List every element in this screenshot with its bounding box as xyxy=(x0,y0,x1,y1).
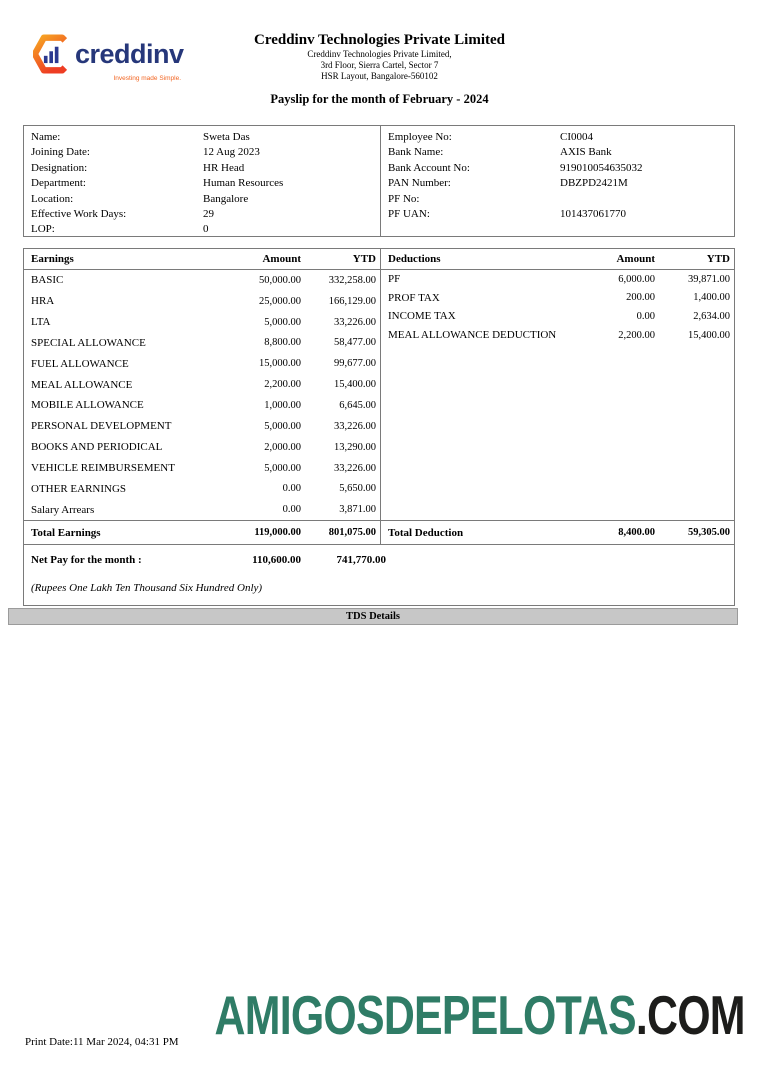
earning-label: SPECIAL ALLOWANCE xyxy=(31,336,146,349)
deduction-ytd: 15,400.00 xyxy=(688,329,730,341)
net-pay-label: Net Pay for the month : xyxy=(31,554,142,567)
earnings-header-row xyxy=(24,249,380,270)
earnings-row xyxy=(24,291,380,312)
company-address-line-1: Creddinv Technologies Private Limited, xyxy=(307,49,452,59)
earning-label: Salary Arrears xyxy=(31,503,95,516)
logo-tagline: Investing made Simple. xyxy=(113,75,181,82)
earnings-row xyxy=(24,437,380,458)
earning-amount: 0.00 xyxy=(282,483,301,495)
earnings-row xyxy=(24,395,380,416)
earnings-row xyxy=(24,478,380,499)
earnings-row xyxy=(24,312,380,333)
earning-amount: 5,000.00 xyxy=(264,462,301,474)
info-value: Human Resources xyxy=(203,177,284,190)
info-value: 12 Aug 2023 xyxy=(203,146,260,159)
earning-ytd: 13,290.00 xyxy=(334,441,376,453)
info-value: 0 xyxy=(203,223,209,236)
total-earnings-label: Total Earnings xyxy=(31,526,101,539)
info-value: Bangalore xyxy=(203,192,249,205)
tds-details-bar: TDS Details xyxy=(8,608,738,625)
earning-ytd: 6,645.00 xyxy=(339,399,376,411)
info-row xyxy=(388,161,734,176)
info-row xyxy=(31,176,380,191)
info-row xyxy=(31,192,380,207)
earnings-amount-header: Amount xyxy=(262,253,301,265)
earning-amount: 2,200.00 xyxy=(264,379,301,391)
deduction-label: MEAL ALLOWANCE DEDUCTION xyxy=(388,329,557,342)
info-value: DBZPD2421M xyxy=(560,177,628,190)
deduction-amount: 2,200.00 xyxy=(618,329,655,341)
info-row xyxy=(31,130,380,145)
earning-ytd: 33,226.00 xyxy=(334,420,376,432)
earning-label: BASIC xyxy=(31,274,64,287)
earning-ytd: 15,400.00 xyxy=(334,379,376,391)
deduction-amount: 200.00 xyxy=(626,292,655,304)
deduction-amount: 0.00 xyxy=(636,310,655,322)
info-row xyxy=(388,207,734,222)
deduction-row xyxy=(381,307,734,326)
info-label: Name: xyxy=(31,131,61,143)
employee-info-box xyxy=(23,125,735,237)
watermark-green-text: AMIGOSDEPELOTAS xyxy=(214,984,637,1046)
earnings-row xyxy=(24,374,380,395)
deduction-row xyxy=(381,326,734,345)
deductions-column xyxy=(380,249,734,520)
deductions-header: Deductions xyxy=(388,253,441,265)
deduction-label: PROF TAX xyxy=(388,291,440,304)
earning-ytd: 166,129.00 xyxy=(328,295,376,307)
earning-ytd: 332,258.00 xyxy=(328,274,376,286)
deduction-row xyxy=(381,289,734,308)
total-deduction-label: Total Deduction xyxy=(388,526,464,539)
deduction-amount: 6,000.00 xyxy=(618,273,655,285)
earnings-row xyxy=(24,499,380,520)
info-label: Bank Account No: xyxy=(388,161,470,174)
info-label: Employee No: xyxy=(388,131,452,143)
info-label: Bank Name: xyxy=(388,146,444,159)
company-name: Creddinv Technologies Private Limited xyxy=(254,32,505,48)
earning-label: OTHER EARNINGS xyxy=(31,482,127,495)
earning-amount: 50,000.00 xyxy=(259,274,301,286)
earning-label: MEAL ALLOWANCE xyxy=(31,378,133,391)
info-label: PAN Number: xyxy=(388,177,451,190)
earnings-row xyxy=(24,333,380,354)
employee-info-right xyxy=(380,126,734,236)
net-pay-ytd: 741,770.00 xyxy=(336,554,386,567)
info-label: Effective Work Days: xyxy=(31,208,127,221)
earning-ytd: 5,650.00 xyxy=(339,483,376,495)
deduction-label: INCOME TAX xyxy=(388,310,456,323)
net-pay-row xyxy=(24,544,734,575)
earning-label: LTA xyxy=(31,316,51,329)
employee-info-left xyxy=(24,126,380,236)
info-label: PF No: xyxy=(388,192,420,205)
earning-amount: 5,000.00 xyxy=(264,316,301,328)
deductions-header-row xyxy=(381,249,734,270)
total-deduction-ytd: 59,305.00 xyxy=(688,527,730,539)
earning-ytd: 33,226.00 xyxy=(334,316,376,328)
earning-ytd: 33,226.00 xyxy=(334,462,376,474)
earning-label: MOBILE ALLOWANCE xyxy=(31,399,144,412)
info-row xyxy=(31,161,380,176)
info-row xyxy=(388,130,734,145)
deductions-ytd-header: YTD xyxy=(706,253,730,265)
earning-label: BOOKS AND PERIODICAL xyxy=(31,441,163,454)
earning-amount: 15,000.00 xyxy=(259,358,301,370)
info-label: Department: xyxy=(31,177,86,190)
total-earnings xyxy=(24,521,380,544)
total-deduction xyxy=(380,521,734,544)
info-row xyxy=(31,222,380,237)
earning-ytd: 58,477.00 xyxy=(334,337,376,349)
deductions-amount-header: Amount xyxy=(616,253,655,265)
earnings-column xyxy=(24,249,380,520)
earnings-header: Earnings xyxy=(31,253,74,265)
earning-amount: 5,000.00 xyxy=(264,420,301,432)
earnings-ytd-header: YTD xyxy=(352,253,376,265)
deduction-label: PF xyxy=(388,273,401,286)
info-label: LOP: xyxy=(31,223,55,236)
deduction-row xyxy=(381,270,734,289)
earning-amount: 25,000.00 xyxy=(259,295,301,307)
earnings-row xyxy=(24,270,380,291)
info-label: Location: xyxy=(31,192,74,205)
deduction-ytd: 2,634.00 xyxy=(693,310,730,322)
total-earnings-amount: 119,000.00 xyxy=(254,527,301,539)
payslip-title: Payslip for the month of February - 2024 xyxy=(270,92,489,106)
earning-label: VEHICLE REIMBURSEMENT xyxy=(31,462,175,475)
info-value: Sweta Das xyxy=(203,131,250,143)
earning-amount: 8,800.00 xyxy=(264,337,301,349)
company-address-line-2: 3rd Floor, Sierra Cartel, Sector 7 xyxy=(320,60,439,70)
net-pay-amount: 110,600.00 xyxy=(252,554,301,567)
company-address-line-3: HSR Layout, Bangalore-560102 xyxy=(321,71,438,81)
info-value xyxy=(560,192,734,207)
info-value: CI0004 xyxy=(560,131,593,143)
print-date: Print Date:11 Mar 2024, 04:31 PM xyxy=(25,1036,179,1048)
salary-table xyxy=(23,248,735,606)
earning-label: PERSONAL DEVELOPMENT xyxy=(31,420,172,433)
earnings-row xyxy=(24,458,380,479)
info-row xyxy=(31,145,380,160)
info-value: HR Head xyxy=(203,161,245,174)
info-value: AXIS Bank xyxy=(560,146,612,159)
info-row xyxy=(388,145,734,160)
total-deduction-amount: 8,400.00 xyxy=(618,527,655,539)
watermark-dark-text: .COM xyxy=(636,984,745,1046)
earning-ytd: 3,871.00 xyxy=(339,504,376,516)
logo-wordmark: creddinv xyxy=(75,38,184,69)
info-label: PF UAN: xyxy=(388,208,430,221)
info-value: 29 xyxy=(203,208,214,221)
deduction-ytd: 39,871.00 xyxy=(688,273,730,285)
earning-amount: 1,000.00 xyxy=(264,399,301,411)
earning-label: FUEL ALLOWANCE xyxy=(31,357,129,370)
earning-label: HRA xyxy=(31,295,55,308)
site-watermark xyxy=(214,984,745,1046)
total-earnings-ytd: 801,075.00 xyxy=(328,527,376,539)
deduction-ytd: 1,400.00 xyxy=(693,292,730,304)
earnings-row xyxy=(24,416,380,437)
info-value: 101437061770 xyxy=(560,208,626,221)
earning-amount: 2,000.00 xyxy=(264,441,301,453)
earning-amount: 0.00 xyxy=(282,504,301,516)
net-pay-in-words: (Rupees One Lakh Ten Thousand Six Hundred Only) xyxy=(31,582,263,595)
info-label: Designation: xyxy=(31,161,88,174)
info-value: 919010054635032 xyxy=(560,161,643,174)
earnings-row xyxy=(24,353,380,374)
info-row xyxy=(31,207,380,222)
info-label: Joining Date: xyxy=(31,146,90,159)
info-row xyxy=(388,176,734,191)
info-row xyxy=(388,192,734,207)
totals-row xyxy=(24,520,734,544)
earning-ytd: 99,677.00 xyxy=(334,358,376,370)
